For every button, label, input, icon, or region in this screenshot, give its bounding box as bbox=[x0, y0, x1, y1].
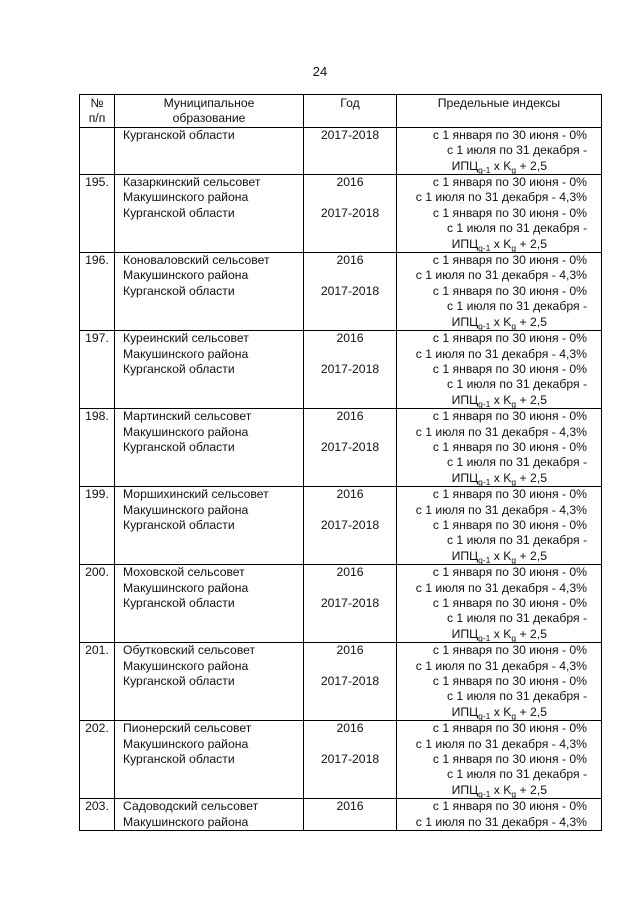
municipality-line: Пионерский сельсовет bbox=[123, 721, 252, 736]
row-municipality bbox=[115, 127, 304, 174]
year-value: 2016 bbox=[336, 565, 364, 580]
table-row bbox=[80, 487, 602, 565]
index-line: с 1 июля по 31 декабря - 4,3% bbox=[415, 424, 587, 439]
municipality-line: Курганской области bbox=[123, 674, 235, 689]
row-municipality bbox=[115, 331, 304, 409]
year-value: 2017-2018 bbox=[320, 752, 380, 767]
year-value: 2017-2018 bbox=[320, 439, 380, 454]
index-line: с 1 июля по 31 декабря - 4,3% bbox=[415, 268, 587, 283]
index-line: с 1 января по 30 июня - 0% bbox=[432, 331, 587, 346]
formula-suffix: + 2,5 bbox=[516, 626, 547, 641]
header-municipality bbox=[115, 95, 304, 128]
formula-suffix: + 2,5 bbox=[516, 158, 547, 173]
index-line: с 1 июля по 31 декабря - bbox=[446, 611, 587, 626]
row-year bbox=[304, 175, 397, 253]
formula-mid: x K bbox=[490, 782, 512, 797]
formula-sub1: g-1 bbox=[478, 710, 491, 721]
tariff-index-table bbox=[79, 94, 602, 831]
year-value: 2017-2018 bbox=[320, 595, 380, 610]
row-year bbox=[304, 643, 397, 721]
row-index bbox=[397, 331, 602, 409]
index-line: с 1 января по 30 июня - 0% bbox=[432, 565, 587, 580]
municipality-line: Курганской области bbox=[123, 596, 235, 610]
table-row bbox=[80, 643, 602, 721]
municipality-line: Моховской сельсовет bbox=[123, 565, 245, 580]
municipality-line: Макушинского района bbox=[123, 814, 249, 829]
row-number: 195. bbox=[80, 175, 115, 253]
index-line: с 1 июля по 31 декабря - bbox=[446, 299, 587, 314]
formula-suffix: + 2,5 bbox=[516, 314, 547, 329]
municipality-line: Макушинского района bbox=[123, 502, 249, 517]
year-value: 2016 bbox=[336, 409, 364, 424]
formula-sub2: g bbox=[511, 242, 517, 253]
row-year bbox=[304, 253, 397, 331]
formula-sub1: g-1 bbox=[478, 398, 491, 409]
index-line: с 1 января по 30 июня - 0% bbox=[432, 674, 587, 689]
index-line: с 1 января по 30 июня - 0% bbox=[432, 409, 587, 424]
year-value: 2016 bbox=[336, 253, 364, 268]
municipality-line: Макушинского района bbox=[123, 736, 249, 751]
row-index bbox=[397, 175, 602, 253]
municipality-line: Садоводский сельсовет bbox=[123, 799, 259, 814]
formula-sub2: g bbox=[511, 632, 517, 643]
index-line: с 1 июля по 31 декабря - 4,3% bbox=[415, 502, 587, 517]
row-year bbox=[304, 721, 397, 799]
row-index bbox=[397, 799, 602, 831]
year-spacer bbox=[304, 659, 396, 674]
municipality-line: Курганской области bbox=[123, 752, 235, 767]
row-index bbox=[397, 643, 602, 721]
index-formula bbox=[397, 315, 587, 330]
index-formula bbox=[397, 627, 587, 642]
index-line: с 1 июля по 31 декабря - bbox=[446, 221, 587, 236]
row-municipality bbox=[115, 565, 304, 643]
formula-mid: x K bbox=[490, 548, 512, 563]
municipality-line: Курганской области bbox=[123, 205, 235, 220]
index-line: с 1 января по 30 июня - 0% bbox=[432, 487, 587, 502]
formula-sub1: g-1 bbox=[478, 554, 491, 565]
formula-prefix: ИПЦ bbox=[451, 158, 479, 173]
municipality-line: Курганской области bbox=[123, 361, 235, 376]
table-row bbox=[80, 799, 602, 831]
index-line: с 1 июля по 31 декабря - bbox=[446, 377, 587, 392]
row-year bbox=[304, 565, 397, 643]
header-number-line: п/п bbox=[88, 111, 106, 126]
formula-sub2: g bbox=[511, 398, 517, 409]
row-municipality bbox=[115, 643, 304, 721]
index-line: с 1 июля по 31 декабря - bbox=[446, 143, 587, 158]
formula-sub1: g-1 bbox=[478, 242, 491, 253]
row-year: 2016 bbox=[304, 799, 397, 831]
year-value: 2017-2018 bbox=[320, 283, 380, 298]
formula-sub2: g bbox=[511, 476, 517, 487]
index-line: с 1 января по 30 июня - 0% bbox=[432, 596, 587, 610]
municipality-line: Курганской области bbox=[123, 517, 235, 532]
year-value: 2016 bbox=[336, 175, 364, 190]
formula-sub1: g-1 bbox=[478, 164, 491, 175]
municipality-line: Макушинского района bbox=[123, 346, 249, 361]
table-row bbox=[80, 409, 602, 487]
municipality-line: Макушинского района bbox=[123, 268, 249, 283]
row-year bbox=[304, 487, 397, 565]
year-value: 2017-2018 bbox=[320, 205, 380, 220]
row-municipality bbox=[115, 175, 304, 253]
index-formula bbox=[397, 471, 587, 486]
year-value: 2017-2018 bbox=[320, 517, 380, 532]
row-number: 196. bbox=[80, 253, 115, 331]
formula-sub2: g bbox=[511, 320, 517, 331]
row-year bbox=[304, 409, 397, 487]
row-index bbox=[397, 253, 602, 331]
index-line: с 1 января по 30 июня - 0% bbox=[432, 127, 587, 142]
formula-sub1: g-1 bbox=[478, 320, 491, 331]
header-year: Год bbox=[304, 95, 397, 128]
index-line: с 1 января по 30 июня - 0% bbox=[432, 643, 587, 658]
header-index: Предельные индексы bbox=[397, 95, 602, 128]
row-municipality bbox=[115, 409, 304, 487]
year-value: 2016 bbox=[336, 643, 364, 658]
municipality-line: Казаркинский сельсовет bbox=[123, 175, 261, 190]
formula-mid: x K bbox=[490, 392, 512, 407]
index-line: с 1 января по 30 июня - 0% bbox=[432, 361, 587, 376]
formula-prefix: ИПЦ bbox=[451, 548, 479, 563]
table-row bbox=[80, 565, 602, 643]
index-line: с 1 января по 30 июня - 0% bbox=[432, 517, 587, 532]
formula-sub2: g bbox=[511, 554, 517, 565]
table-row bbox=[80, 253, 602, 331]
row-year: 2017-2018 bbox=[304, 127, 397, 174]
year-value: 2016 bbox=[336, 487, 364, 502]
formula-sub2: g bbox=[511, 710, 517, 721]
row-index bbox=[397, 565, 602, 643]
header-number bbox=[80, 95, 115, 128]
index-line: с 1 июля по 31 декабря - bbox=[446, 767, 587, 782]
year-value: 2016 bbox=[336, 331, 364, 346]
index-formula bbox=[397, 393, 587, 408]
row-number: 202. bbox=[80, 721, 115, 799]
formula-prefix: ИПЦ bbox=[451, 470, 479, 485]
index-line: с 1 июля по 31 декабря - 4,3% bbox=[415, 658, 587, 673]
index-line: с 1 июля по 31 декабря - 4,3% bbox=[415, 814, 587, 829]
index-line: с 1 января по 30 июня - 0% bbox=[432, 283, 587, 298]
index-line: с 1 января по 30 июня - 0% bbox=[432, 799, 587, 814]
municipality-line: Мартинский сельсовет bbox=[123, 409, 252, 424]
row-number: 197. bbox=[80, 331, 115, 409]
year-spacer bbox=[304, 268, 396, 283]
municipality-line: Куреинский сельсовет bbox=[123, 331, 249, 346]
formula-prefix: ИПЦ bbox=[451, 236, 479, 251]
row-number: 198. bbox=[80, 409, 115, 487]
formula-sub1: g-1 bbox=[478, 476, 491, 487]
formula-prefix: ИПЦ bbox=[451, 314, 479, 329]
municipality-line: Курганской области bbox=[123, 127, 235, 142]
municipality-line: Курганской области bbox=[123, 283, 235, 298]
municipality-line: Моршихинский сельсовет bbox=[123, 487, 269, 502]
header-number-line: № bbox=[90, 96, 104, 110]
year-value: 2017-2018 bbox=[320, 361, 380, 376]
year-value: 2016 bbox=[336, 721, 364, 736]
index-formula bbox=[397, 159, 587, 174]
year-spacer bbox=[304, 737, 396, 752]
row-municipality bbox=[115, 799, 304, 831]
row-number: 200. bbox=[80, 565, 115, 643]
formula-sub1: g-1 bbox=[478, 788, 491, 799]
year-spacer bbox=[304, 347, 396, 362]
formula-suffix: + 2,5 bbox=[516, 470, 547, 485]
formula-sub2: g bbox=[511, 788, 517, 799]
header-municipality-line: образование bbox=[172, 111, 246, 126]
municipality-line: Коноваловский сельсовет bbox=[123, 253, 270, 268]
formula-suffix: + 2,5 bbox=[516, 782, 547, 797]
formula-mid: x K bbox=[490, 314, 512, 329]
index-line: с 1 января по 30 июня - 0% bbox=[432, 721, 587, 736]
formula-suffix: + 2,5 bbox=[516, 392, 547, 407]
row-index bbox=[397, 409, 602, 487]
row-number bbox=[80, 127, 115, 174]
index-formula bbox=[397, 549, 587, 564]
index-line: с 1 июля по 31 декабря - bbox=[446, 533, 587, 548]
index-line: с 1 июля по 31 декабря - 4,3% bbox=[415, 736, 587, 751]
index-line: с 1 июля по 31 декабря - 4,3% bbox=[415, 346, 587, 361]
row-index bbox=[397, 487, 602, 565]
formula-prefix: ИПЦ bbox=[451, 704, 479, 719]
municipality-line: Макушинского района bbox=[123, 424, 249, 439]
index-line: с 1 января по 30 июня - 0% bbox=[432, 205, 587, 220]
formula-mid: x K bbox=[490, 704, 512, 719]
index-line: с 1 января по 30 июня - 0% bbox=[432, 253, 587, 268]
formula-suffix: + 2,5 bbox=[516, 236, 547, 251]
index-formula bbox=[397, 237, 587, 252]
table-row bbox=[80, 331, 602, 409]
continuation-row bbox=[80, 127, 602, 174]
formula-prefix: ИПЦ bbox=[451, 782, 479, 797]
formula-suffix: + 2,5 bbox=[516, 548, 547, 563]
formula-mid: x K bbox=[490, 158, 512, 173]
formula-mid: x K bbox=[490, 626, 512, 641]
row-municipality bbox=[115, 253, 304, 331]
row-year bbox=[304, 331, 397, 409]
municipality-line: Макушинского района bbox=[123, 580, 249, 595]
header-municipality-line: Муниципальное bbox=[163, 96, 255, 110]
formula-sub2: g bbox=[511, 164, 517, 175]
row-index bbox=[397, 127, 602, 174]
table-row bbox=[80, 721, 602, 799]
formula-mid: x K bbox=[490, 236, 512, 251]
row-municipality bbox=[115, 721, 304, 799]
index-line: с 1 января по 30 июня - 0% bbox=[432, 175, 587, 190]
year-value: 2017-2018 bbox=[320, 674, 380, 689]
row-number: 203. bbox=[80, 799, 115, 831]
municipality-line: Курганской области bbox=[123, 439, 235, 454]
formula-sub1: g-1 bbox=[478, 632, 491, 643]
year-spacer bbox=[304, 581, 396, 596]
page-number: 24 bbox=[312, 64, 328, 79]
formula-mid: x K bbox=[490, 470, 512, 485]
index-line: с 1 января по 30 июня - 0% bbox=[432, 752, 587, 767]
row-number: 199. bbox=[80, 487, 115, 565]
index-formula bbox=[397, 783, 587, 798]
index-line: с 1 июля по 31 декабря - bbox=[446, 689, 587, 704]
row-number: 201. bbox=[80, 643, 115, 721]
formula-suffix: + 2,5 bbox=[516, 704, 547, 719]
index-formula bbox=[397, 705, 587, 720]
row-municipality bbox=[115, 487, 304, 565]
municipality-line: Макушинского района bbox=[123, 658, 249, 673]
index-line: с 1 января по 30 июня - 0% bbox=[432, 439, 587, 454]
index-line: с 1 июля по 31 декабря - 4,3% bbox=[415, 580, 587, 595]
index-line: с 1 июля по 31 декабря - bbox=[446, 455, 587, 470]
table-row bbox=[80, 175, 602, 253]
index-line: с 1 июля по 31 декабря - 4,3% bbox=[415, 190, 587, 205]
formula-prefix: ИПЦ bbox=[451, 626, 479, 641]
year-spacer bbox=[304, 503, 396, 518]
year-spacer bbox=[304, 425, 396, 440]
municipality-line: Обутковский сельсовет bbox=[123, 643, 256, 658]
municipality-line: Макушинского района bbox=[123, 190, 249, 205]
row-index bbox=[397, 721, 602, 799]
table-header-row bbox=[80, 95, 602, 128]
year-spacer bbox=[304, 190, 396, 205]
formula-prefix: ИПЦ bbox=[451, 392, 479, 407]
